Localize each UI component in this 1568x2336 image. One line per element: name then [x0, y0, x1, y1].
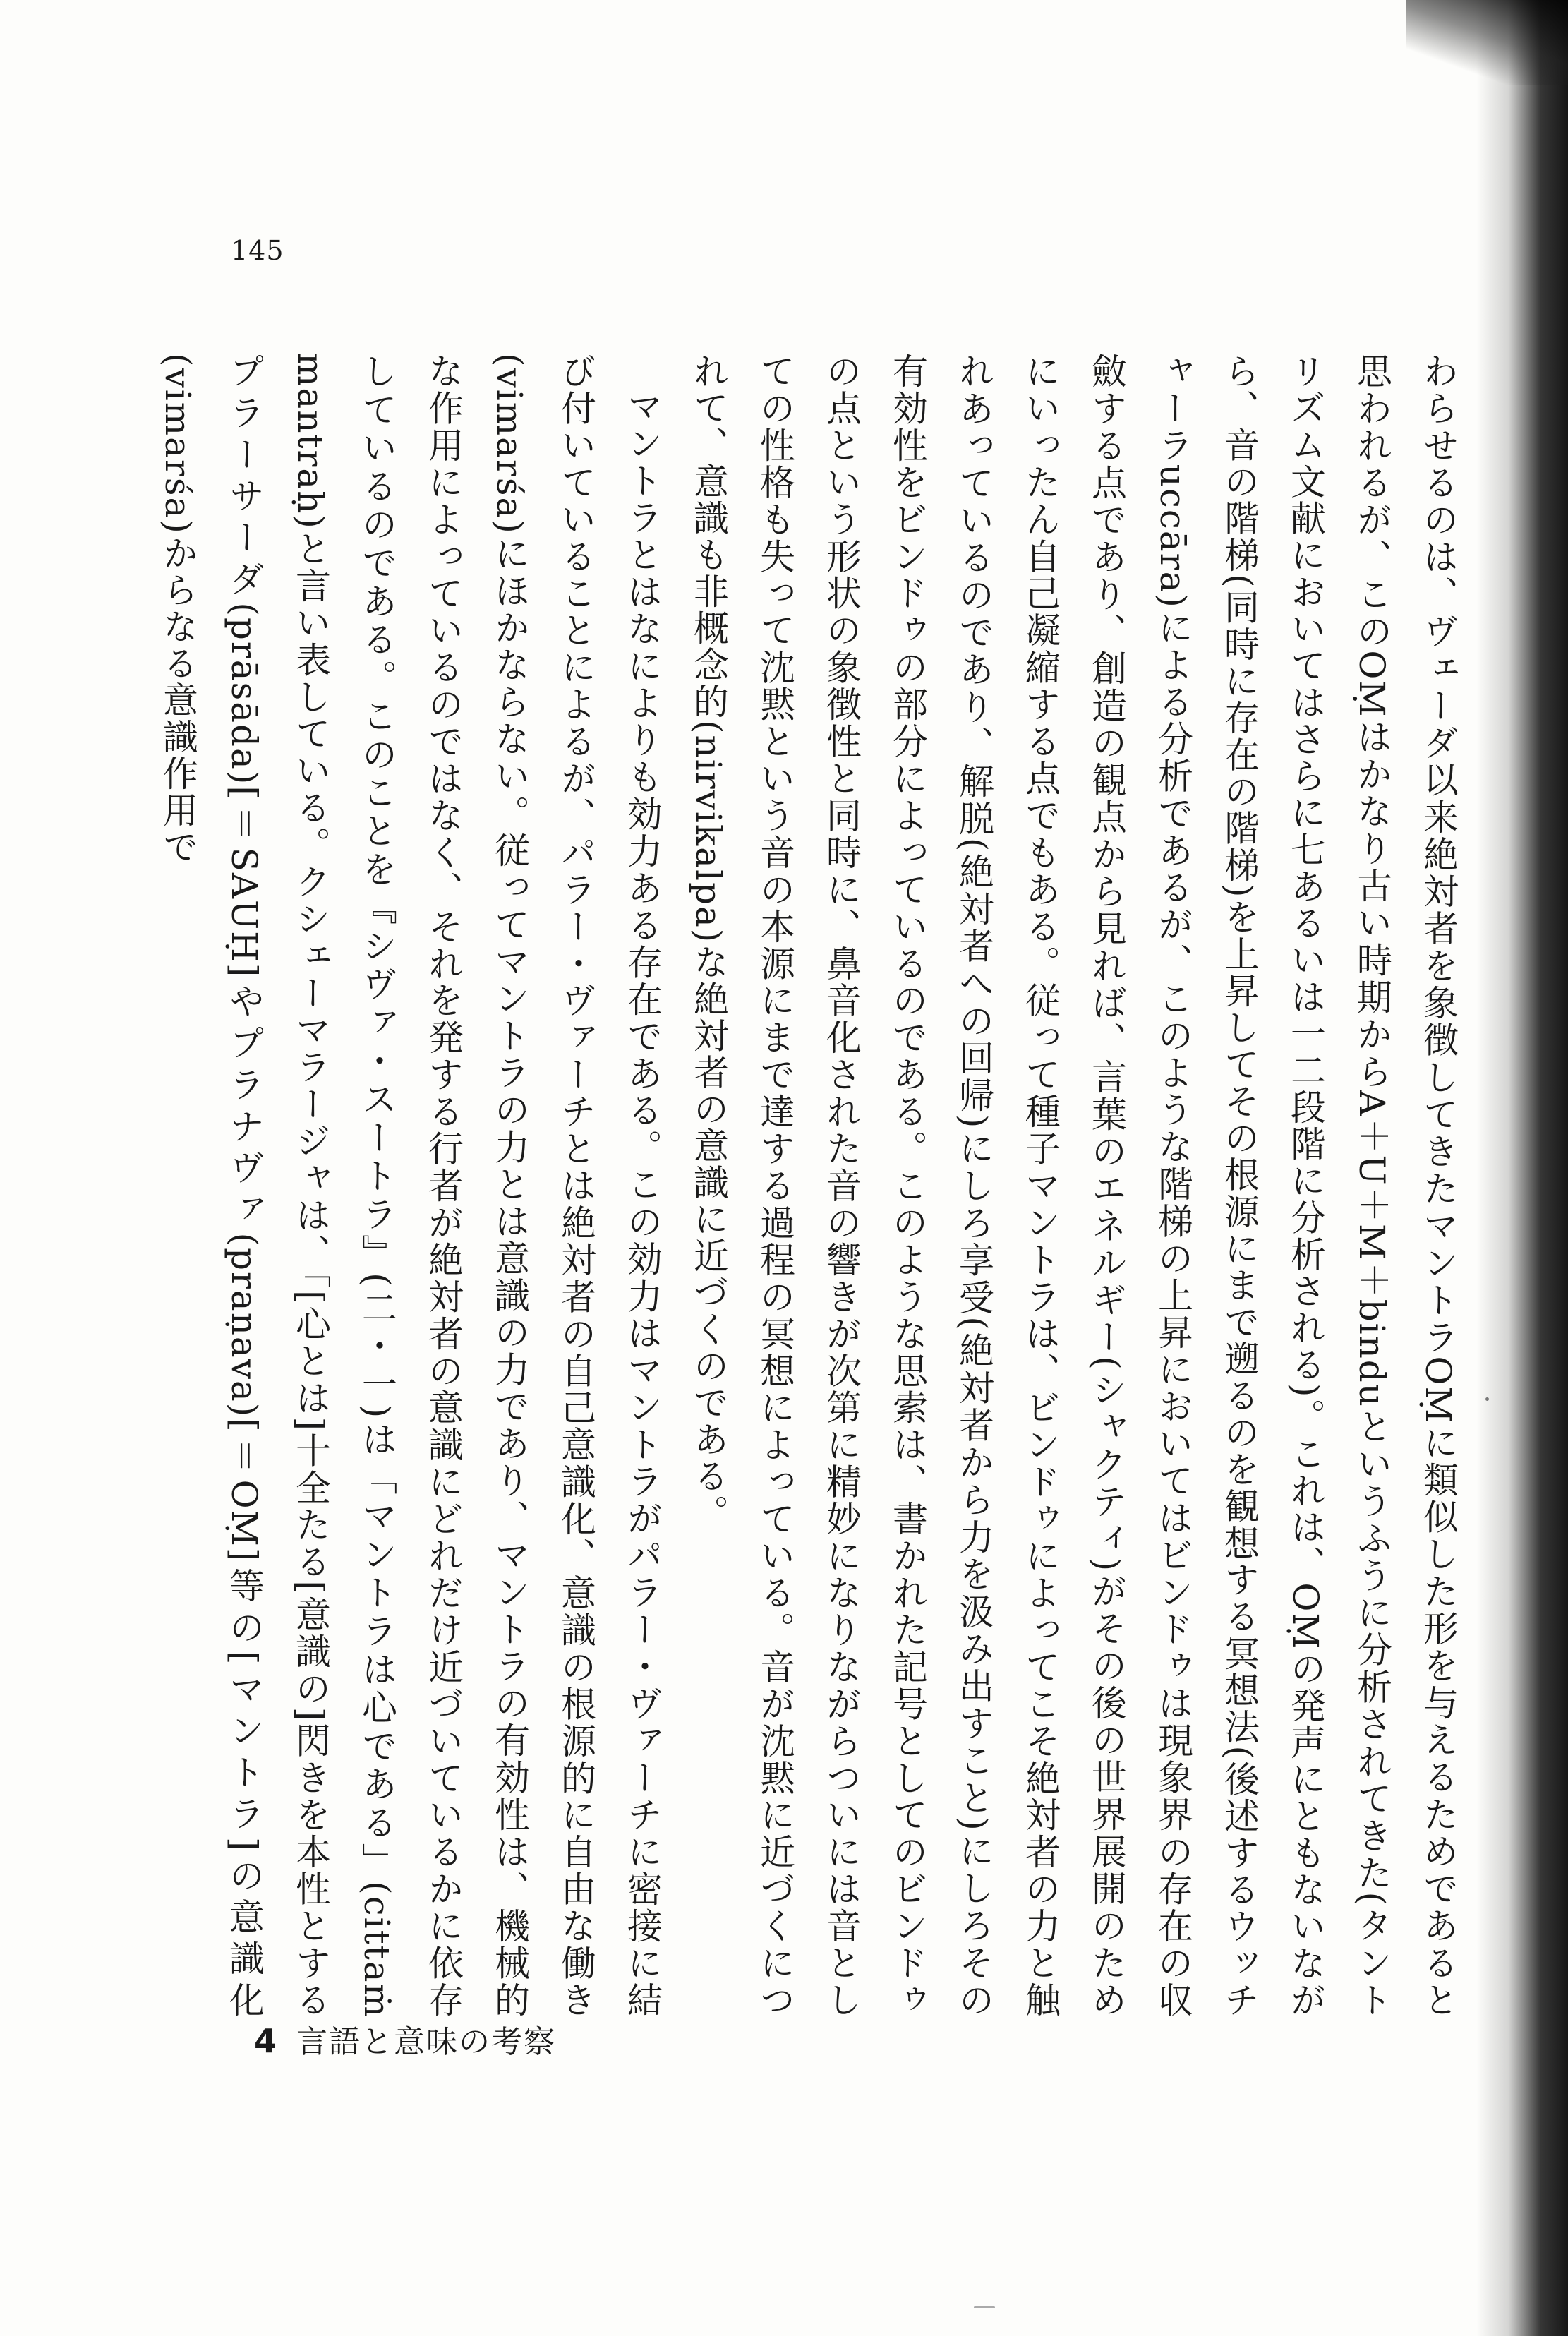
running-footer: [254, 2016, 556, 2061]
paragraph-1: わらせるのは、ヴェーダ以来絶対者を象徴してきたマントラOṂに類似した形を与えるためであると思われるが、このOṂはかなり古い時期からA＋U＋M＋binduというふうに分析されてきた(タントリズム文献においてはさらに七あるいは一二段階に分析される)。これは、OṂの発声にともないながら、音の階梯(同時に存在の階梯)を上昇してその根源にまで遡るのを観想する冥想法(後述するウッチャーラuccāra)による分析であるが、このような階梯の上昇においてはビンドゥは現象界の存在の収斂する点であり、創造の観点から見れば、言葉のエネルギー(シャクティ)がその後の世界展開のためにいったん自己凝縮する点でもある。従って種子マントラは、ビンドゥによってこそ絶対者の力と触れあっているのであり、解脱(絶対者への回帰)にしろ享受(絶対者から力を汲み出すこと)にしろその有効性をビンドゥの部分によっているのである。このような思索は、書かれた記号としてのビンドゥの点という形状の象徴性と同時に、鼻音化された音の響きが次第に精妙になりながらついには音としての性格も失って沈黙という音の本源にまで達する過程の冥想によっている。音が沈黙に近づくにつれて、意識も非概念的(nirvikalpa)な絶対者の意識に近づくのである。: [688, 353, 1459, 2018]
binding-shadow-corner: [1406, 0, 1568, 85]
chapter-number: 4: [254, 2022, 277, 2060]
paragraph-2: マントラとはなによりも効力ある存在である。この効力はマントラがパラー・ヴァーチに密接に結び付いていることによるが、パラー・ヴァーチとは絶対者の自己意識化、意識の根源的に自由な働き(vimarśa)にほかならない。従ってマントラの力とは意識の力であり、マントラの有効性は、機械的な作用によっているのではなく、それを発する行者が絶対者の意識にどれだけ近づいているかに依存しているのである。このことを『シヴァ・スートラ』(二・一)は「マントラは心である」(cittaṁ mantraḥ)と言い表している。クシェーマラージャは、「[心とは]十全たる[意識の]閃きを本性とするプラーサーダ(prāsāda)[＝SAUḤ]やプラナヴァ(praṇava)[＝OṂ]等の[マントラ]の意識化(vimarśa)からなる意識作用で: [157, 353, 663, 2019]
body-text: [157, 353, 1471, 2019]
page-number: 145: [231, 235, 284, 266]
binding-shadow: [1476, 0, 1568, 2336]
scan-speck: [974, 2306, 995, 2308]
chapter-title: 言語と意味の考察: [296, 2024, 557, 2060]
scan-speck: [1485, 1397, 1489, 1401]
